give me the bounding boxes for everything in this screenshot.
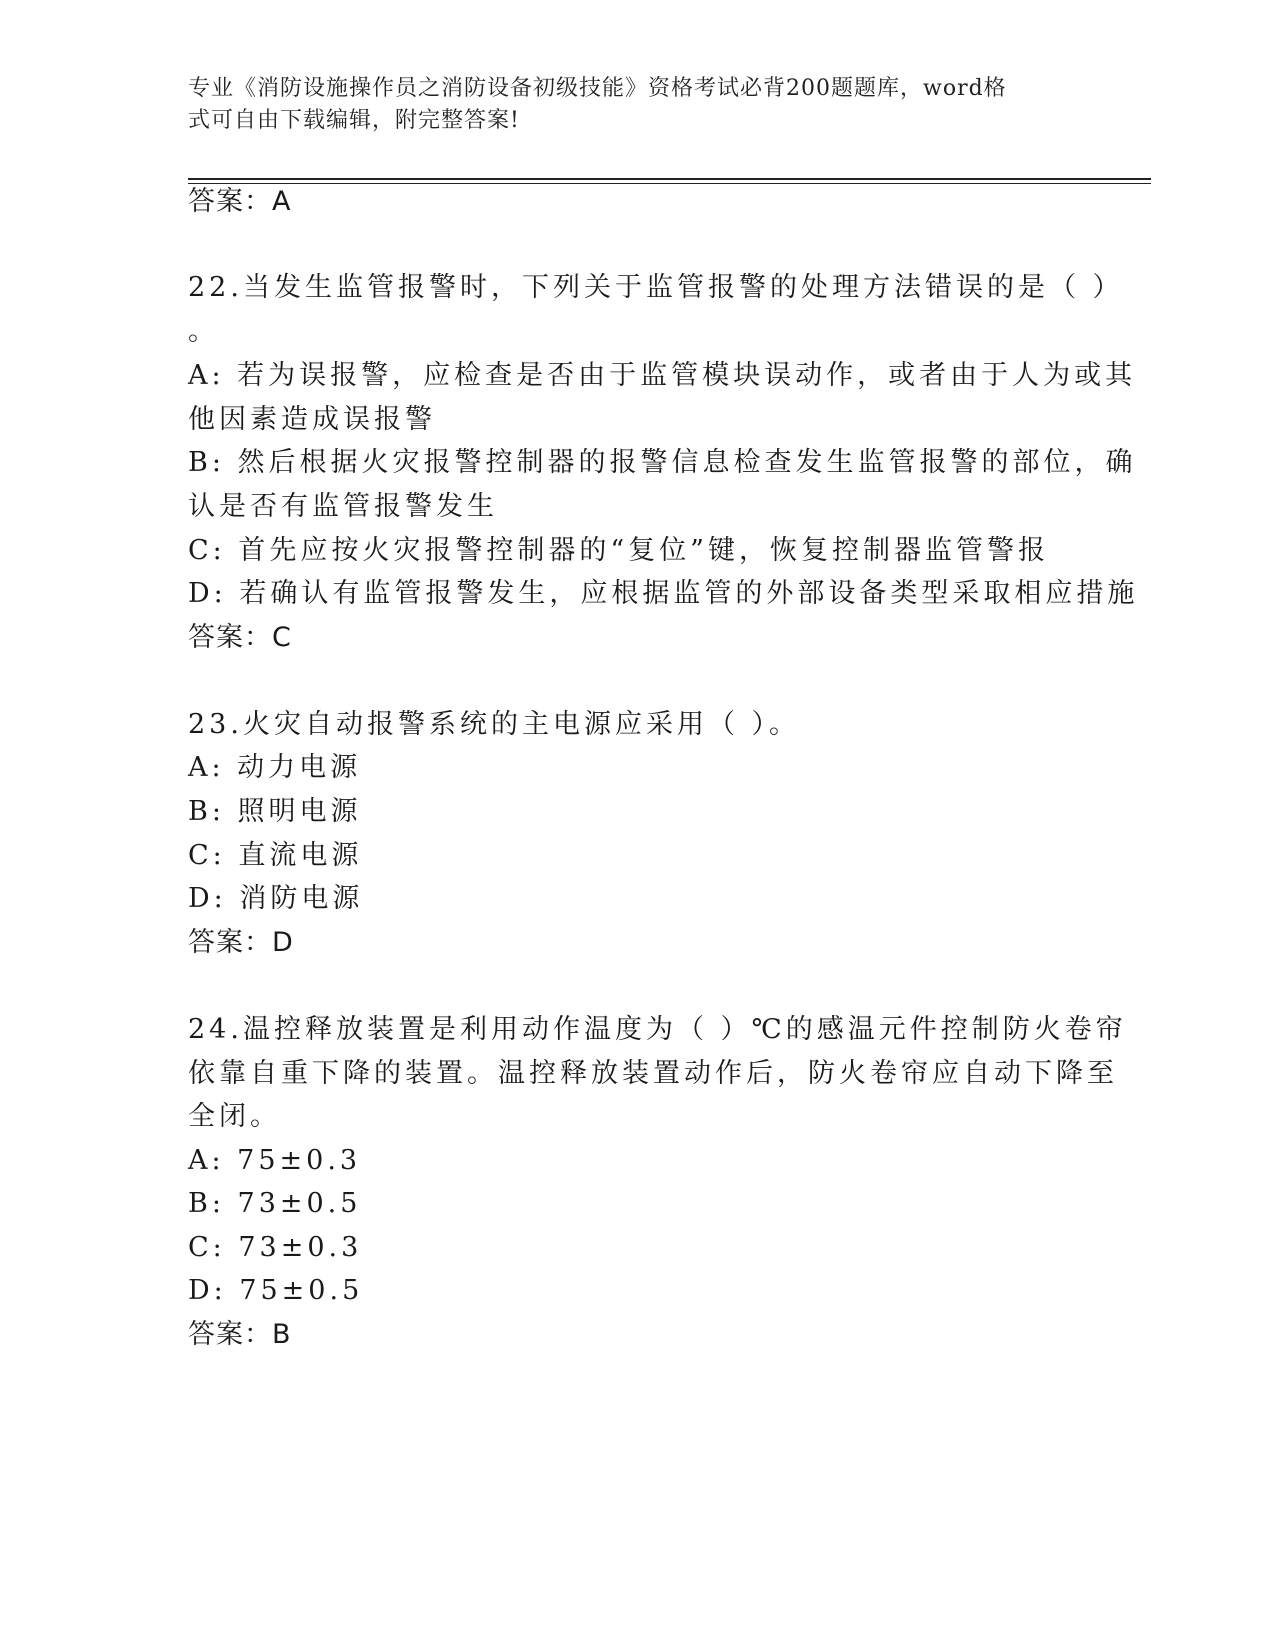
answer-q22: 答案：C	[188, 622, 292, 653]
header-rule-thin	[188, 183, 1151, 184]
q24-option-b: B: 73±0.5	[188, 1188, 362, 1219]
q22-option-c: C: 首先应按火灾报警控制器的“复位”键，恢复控制器监管警报	[188, 535, 1049, 566]
q24-option-a: A: 75±0.3	[188, 1145, 362, 1176]
q22-stem-line-1: 22.当发生监管报警时，下列关于监管报警的处理方法错误的是（ ）	[188, 272, 1124, 303]
q23-stem: 23.火灾自动报警系统的主电源应采用（ ）。	[188, 709, 801, 740]
q22-option-a-line-1: A: 若为误报警，应检查是否由于监管模块误动作，或者由于人为或其	[188, 360, 1137, 391]
q23-option-d: D: 消防电源	[188, 883, 364, 914]
answer-q24: 答案：B	[188, 1319, 292, 1350]
document-header	[188, 73, 1068, 137]
q24-stem-line-3: 全闭。	[188, 1101, 281, 1132]
q23-option-c: C: 直流电源	[188, 840, 363, 871]
answer-q21: 答案：A	[188, 186, 292, 217]
q22-option-d: D: 若确认有监管报警发生，应根据监管的外部设备类型采取相应措施	[188, 578, 1139, 609]
answer-q23: 答案：D	[188, 927, 294, 958]
q24-option-d: D: 75±0.5	[188, 1275, 364, 1306]
q24-stem-line-2: 依靠自重下降的装置。温控释放装置动作后，防火卷帘应自动下降至	[188, 1058, 1118, 1089]
q24-stem-line-1: 24.温控释放装置是利用动作温度为（ ）℃的感温元件控制防火卷帘	[188, 1014, 1127, 1045]
q23-option-a: A: 动力电源	[188, 752, 362, 783]
q22-option-a-line-2: 他因素造成误报警	[188, 404, 436, 435]
q24-option-c: C: 73±0.3	[188, 1232, 363, 1263]
header-rule-thick	[188, 178, 1151, 180]
q22-stem-line-2: 。	[188, 316, 219, 347]
q22-option-b-line-2: 认是否有监管报警发生	[188, 491, 498, 522]
header-line-1: 专业《消防设施操作员之消防设备初级技能》资格考试必背200题题库，word格	[188, 76, 1007, 101]
q23-option-b: B: 照明电源	[188, 796, 362, 827]
q22-option-b-line-1: B: 然后根据火灾报警控制器的报警信息检查发生监管报警的部位，确	[188, 447, 1137, 478]
header-line-2: 式可自由下载编辑，附完整答案!	[188, 108, 520, 133]
